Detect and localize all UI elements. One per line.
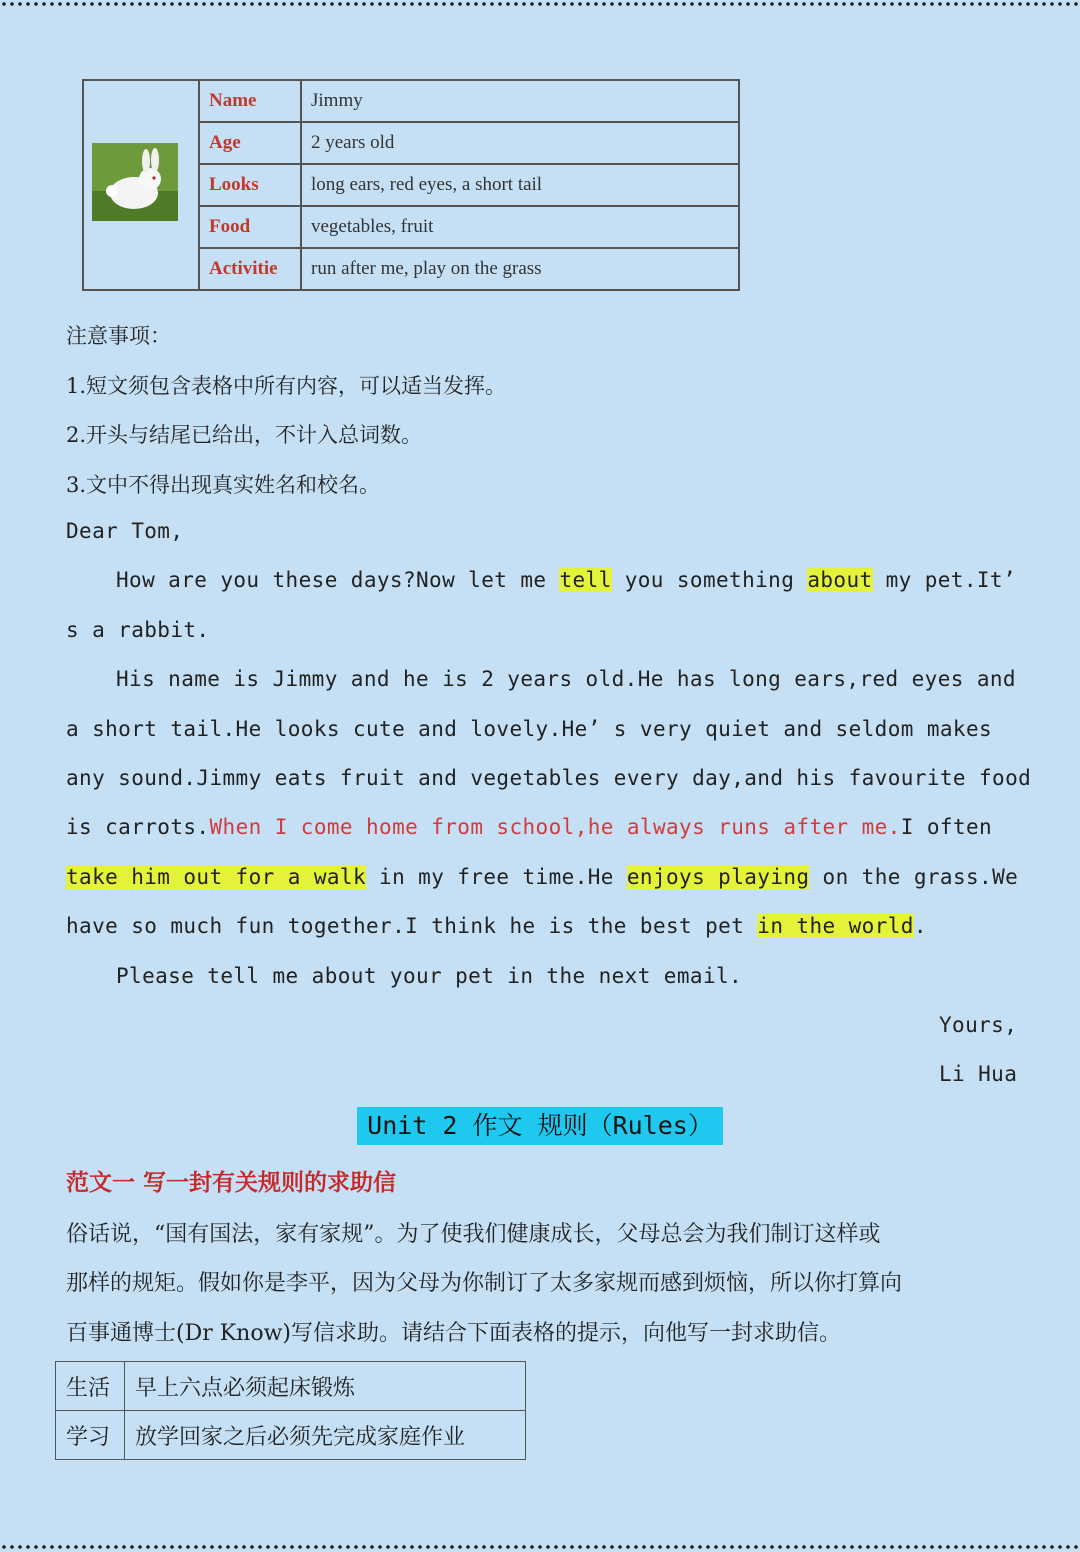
note-item-3: 3.文中不得出现真实姓名和校名。 [66, 473, 381, 497]
highlight-enjoys-playing: enjoys playing [626, 865, 810, 889]
pet-value-activities: run after me, play on the grass [301, 248, 739, 290]
pet-info-table [82, 79, 740, 291]
letter-text: . [913, 914, 927, 938]
note-item-1: 1.短文须包含表格中所有内容，可以适当发挥。 [66, 374, 507, 398]
pet-label-activities: Activitie [199, 248, 301, 290]
letter-p2-line6 [66, 914, 927, 938]
red-sentence: When I come home from school,he always runs after me. [209, 815, 901, 839]
letter-p2-line3: any sound.Jimmy eats fruit and vegetables every day,and his favourite food [66, 766, 1032, 790]
letter-p1-line2: s a rabbit. [66, 618, 210, 642]
notes-heading: 注意事项： [66, 324, 171, 348]
pet-value-food: vegetables, fruit [301, 206, 739, 248]
highlight-take-him-out: take him out for a walk [66, 865, 366, 889]
letter-closing-line: Please tell me about your pet in the next email. [116, 964, 743, 988]
letter-text: on the grass.We [809, 865, 1019, 889]
letter-p2-line1 [116, 667, 1016, 691]
pet-label-name: Name [199, 80, 301, 122]
letter-p2-line2: a short tail.He looks cute and lovely.He’ s very quiet and seldom makes [66, 717, 993, 741]
letter-text: have so much fun together.I think he is the best pet [66, 914, 758, 938]
rule-value-life: 早上六点必须起床锻炼 [125, 1362, 526, 1411]
model-essay-title: 范文一 写一封有关规则的求助信 [66, 1170, 397, 1196]
pet-value-name: Jimmy [301, 80, 739, 122]
white-rabbit-photo [92, 143, 178, 221]
model-intro-line2: 那样的规矩。假如你是李平，因为父母为你制订了太多家规而感到烦恼，所以你打算向 [66, 1271, 903, 1296]
top-dotted-border [0, 0, 1080, 8]
letter-text: is carrots. [66, 815, 210, 839]
rule-key-life: 生活 [56, 1362, 125, 1411]
highlight-in-the-world: in the world [757, 914, 914, 938]
letter-p2-line5 [66, 865, 1018, 889]
note-item-2: 2.开头与结尾已给出，不计入总词数。 [66, 423, 423, 447]
rule-key-study: 学习 [56, 1411, 125, 1460]
letter-text: His name is Jimmy and he is 2 years old.He has long ears,red eyes and [116, 667, 1016, 691]
highlight-about: about [807, 568, 873, 592]
letter-text: in my free time.He [366, 865, 627, 889]
letter-p1-line1 [116, 568, 1016, 592]
pet-value-age: 2 years old [301, 122, 739, 164]
pet-value-looks: long ears, red eyes, a short tail [301, 164, 739, 206]
letter-sign-off: Yours, [939, 1013, 1018, 1037]
pet-label-looks: Looks [199, 164, 301, 206]
letter-text: you something [611, 568, 808, 592]
unit-title: Unit 2 作文 规则（Rules） [357, 1107, 723, 1145]
letter-text: I often [900, 815, 993, 839]
photo-cell [83, 80, 199, 290]
rule-value-study: 放学回家之后必须先完成家庭作业 [125, 1411, 526, 1460]
pet-label-food: Food [199, 206, 301, 248]
letter-text: How are you these days?Now let me [116, 568, 560, 592]
letter-text: my pet.It’ [872, 568, 1017, 592]
pet-label-age: Age [199, 122, 301, 164]
highlight-tell: tell [559, 568, 612, 592]
letter-greeting: Dear Tom, [66, 519, 184, 543]
model-intro-line1: 俗话说，“国有国法，家有家规”。为了使我们健康成长，父母总会为我们制订这样或 [66, 1222, 881, 1247]
model-intro-line3: 百事通博士(Dr Know)写信求助。请结合下面表格的提示，向他写一封求助信。 [66, 1321, 841, 1346]
letter-signature: Li Hua [939, 1062, 1018, 1086]
letter-p2-line4 [66, 815, 992, 839]
bottom-dotted-border [0, 1542, 1080, 1552]
rules-table [55, 1361, 526, 1460]
